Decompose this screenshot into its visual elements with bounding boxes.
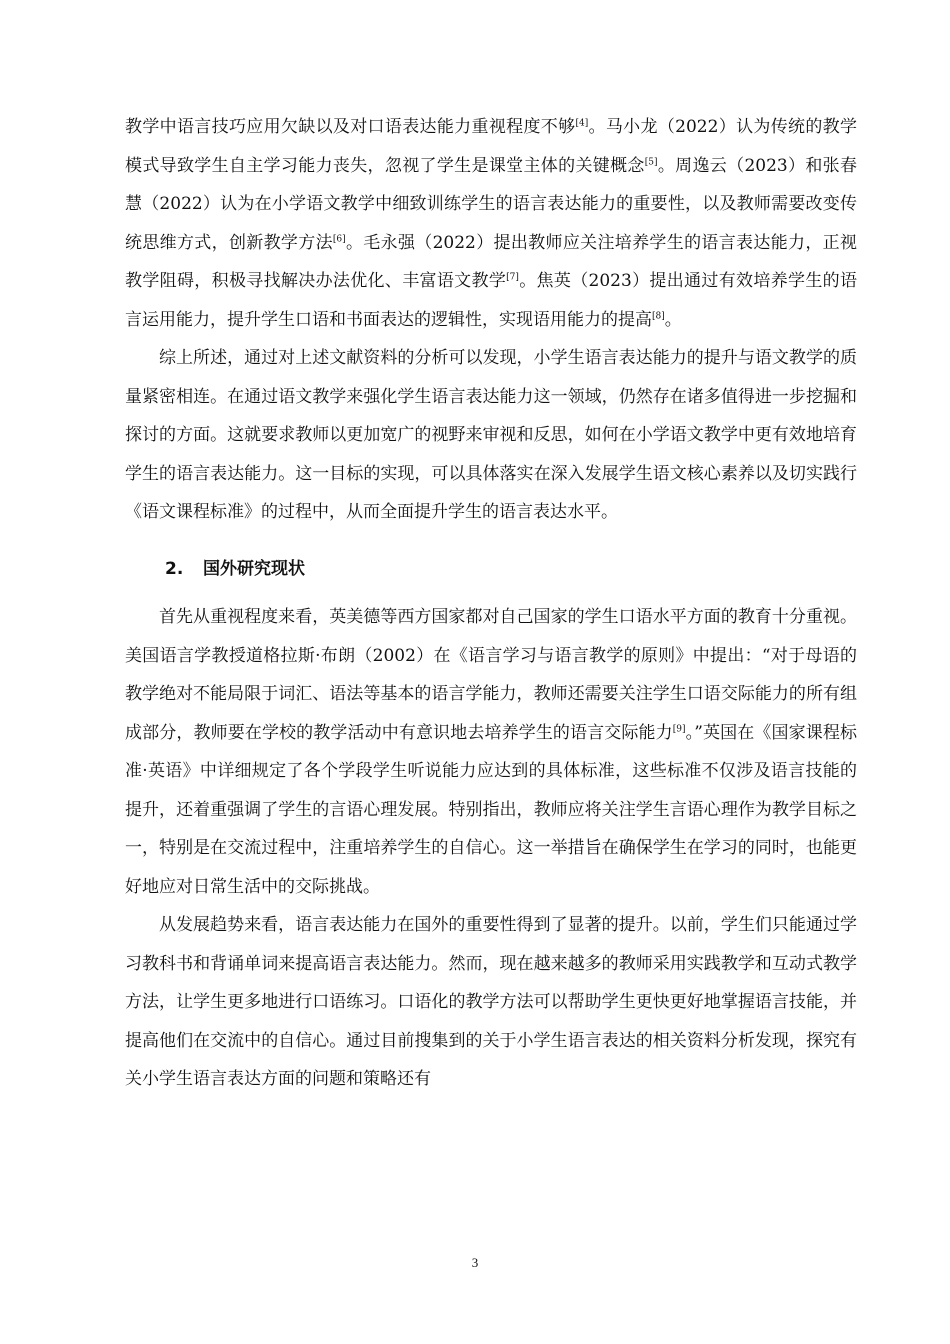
paragraph-text: 首先从重视程度来看，英美德等西方国家都对自己国家的学生口语水平方面的教育十分重视。美国语言学教授道格拉斯·布朗（2002）在《语言学习与语言教学的原则》中提出：“对于母语的教学绝对不能局限于词汇、语法等基本的语言学能力，教师还需要关注学生口语交际能力的所有组成部分，教师要在学校的教学活动中有意识地去培养学生的语言交际能力 bbox=[125, 607, 857, 743]
paragraph-text: 。周逸云（2023）和张春慧（2022）认为在小学语文教学中细致训练学生的语言表达能力的重要性，以及教师需要改变传统思维方式，创新教学方法 bbox=[125, 155, 858, 253]
citation-ref: [5] bbox=[644, 156, 658, 167]
section-title: 国外研究现状 bbox=[203, 558, 305, 579]
citation-ref: [6] bbox=[332, 233, 346, 244]
paragraph-text: 。 bbox=[664, 309, 682, 330]
section-number: 2. bbox=[165, 558, 184, 579]
paragraph-text: 。焦英（2023）提出通过有效培养学生的语言运用能力，提升学生口语和书面表达的逻辑性，实现语用能力的提高 bbox=[125, 271, 857, 330]
paragraph-text: 。”英国在《国家课程标准·英语》中详细规定了各个学段学生听说能力应达到的具体标准，这些标准不仅涉及语言技能的提升，还着重强调了学生的言语心理发展。特别指出，教师应将关注学生言语心理作为教学目标之一，特别是在交流过程中，注重培养学生的自信心。这一举措旨在确保学生在学习的同时，也能更好地应对日常生活中的交际挑战。 bbox=[125, 722, 857, 897]
citation-ref: [4] bbox=[575, 118, 589, 129]
page-number: 3 bbox=[471, 1255, 479, 1270]
paragraph-foreign-trend: 从发展趋势来看，语言表达能力在国外的重要性得到了显著的提升。以前，学生们只能通过学习教科书和背诵单词来提高语言表达能力。然而，现在越来越多的教师采用实践教学和互动式教学方法，让学生更多地进行口语练习。口语化的教学方法可以帮助学生更快更好地掌握语言技能，并提高他们在交流中的自信心。通过目前搜集到的关于小学生语言表达的相关资料分析发现，探究有关小学生语言表达方面的问题和策略还有 bbox=[125, 915, 857, 1089]
paragraph-foreign-emphasis bbox=[125, 598, 857, 906]
citation-ref: [8] bbox=[652, 310, 665, 321]
paragraph-text: 教学中语言技巧应用欠缺以及对口语表达能力重视程度不够 bbox=[125, 117, 576, 137]
paragraph-summary: 综上所述，通过对上述文献资料的分析可以发现，小学生语言表达能力的提升与语文教学的质量紧密相连。在通过语文教学来强化学生语言表达能力这一领域，仍然存在诸多值得进一步挖掘和探讨的方面。这就要求教师以更加宽广的视野来审视和反思，如何在小学语文教学中更有效地培育学生的语言表达能力。这一目标的实现，可以具体落实在深入发展学生语文核心素养以及切实践行《语文课程标准》的过程中，从而全面提升学生的语言表达水平。 bbox=[125, 348, 857, 522]
paragraph-text: 。毛永强（2022）提出教师应关注培养学生的语言表达能力，正视教学阻碍，积极寻找解决办法优化、丰富语文教学 bbox=[125, 232, 858, 291]
page-body bbox=[125, 108, 857, 1099]
paragraph-literature-review-domestic bbox=[125, 108, 857, 339]
citation-ref: [7] bbox=[506, 272, 519, 283]
citation-ref: [9] bbox=[672, 723, 686, 734]
paragraph-text: 。马小龙（2022）认为传统的教学模式导致学生自主学习能力丧失，忽视了学生是课堂主体的关键概念 bbox=[125, 117, 858, 176]
section-heading bbox=[125, 550, 857, 589]
